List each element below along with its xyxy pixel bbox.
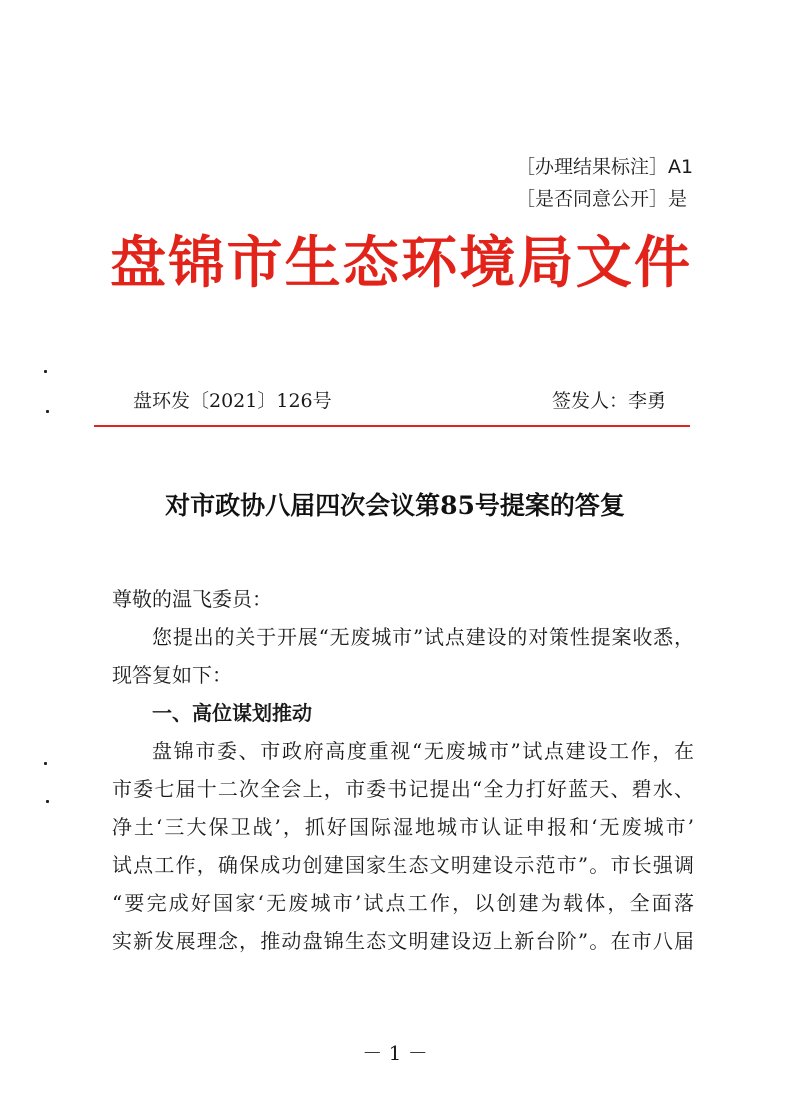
body-line: 盘锦市委、市政府高度重视“无废城市”试点建设工作，在 <box>152 739 694 763</box>
document-body <box>112 580 694 960</box>
scan-mark <box>46 410 49 413</box>
signer: 签发人：李勇 <box>552 390 667 412</box>
scan-mark <box>44 762 47 765</box>
section-heading: 一、高位谋划推动 <box>152 701 312 725</box>
document-title: 对市政协八届四次会议第85号提案的答复 <box>165 491 625 520</box>
handling-result-label: ［办理结果标注］A1 <box>516 156 694 178</box>
issuer-header: 盘锦市生态环境局文件 <box>110 230 690 296</box>
body-line: 市委七届十二次全会上，市委书记提出“全力打好蓝天、碧水、 <box>112 777 694 801</box>
disclosure-label: ［是否同意公开］是 <box>516 188 688 210</box>
scan-mark <box>46 800 49 803</box>
body-line: 现答复如下： <box>112 663 232 687</box>
body-line: 您提出的关于开展“无废城市”试点建设的对策性提案收悉， <box>152 625 694 649</box>
body-line: 净土‘三大保卫战’，抓好国际湿地城市认证申报和‘无废城市’ <box>112 815 694 839</box>
body-line: 实新发展理念，推动盘锦生态文明建设迈上新台阶”。在市八届 <box>112 929 694 953</box>
scan-mark <box>44 370 47 373</box>
salutation: 尊敬的温飞委员： <box>112 587 272 611</box>
red-divider-rule <box>94 425 690 427</box>
page-number: － 1 － <box>362 1041 428 1065</box>
document-number: 盘环发〔2021〕126号 <box>133 390 332 412</box>
body-line: 试点工作，确保成功创建国家生态文明建设示范市”。市长强调 <box>112 853 694 877</box>
body-line: “要完成好国家‘无废城市’试点工作，以创建为载体，全面落 <box>112 891 694 915</box>
